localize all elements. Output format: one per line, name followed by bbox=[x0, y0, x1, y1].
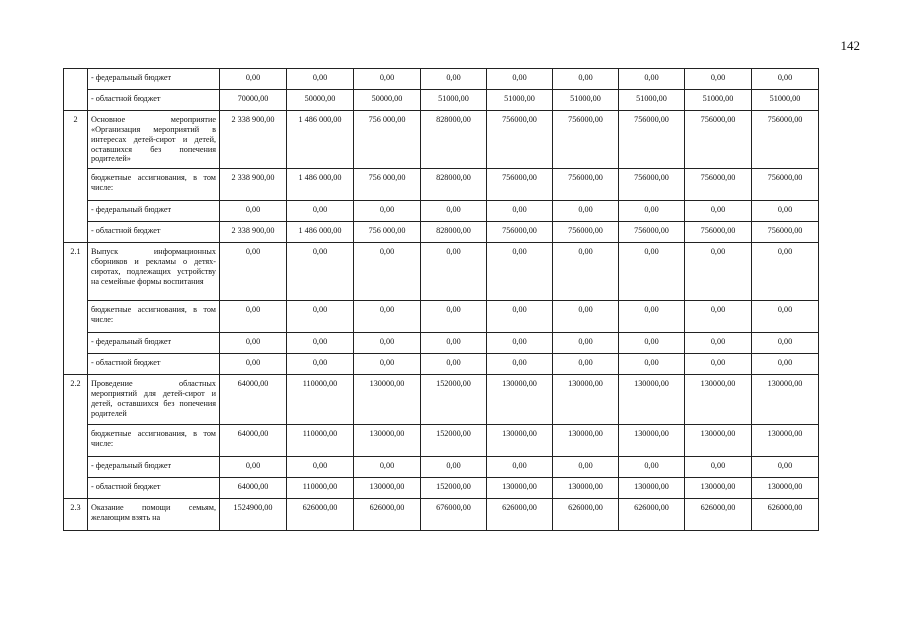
value-cell: 130000,00 bbox=[752, 425, 819, 457]
value-cell: 50000,00 bbox=[354, 90, 421, 111]
value-cell: 756000,00 bbox=[487, 222, 553, 243]
value-cell: 0,00 bbox=[752, 354, 819, 375]
value-cell: 152000,00 bbox=[421, 425, 487, 457]
value-cell: 130000,00 bbox=[487, 425, 553, 457]
row-code bbox=[64, 69, 88, 111]
value-cell: 64000,00 bbox=[220, 375, 287, 425]
table-row bbox=[64, 69, 819, 90]
value-cell: 0,00 bbox=[752, 243, 819, 301]
value-cell: 0,00 bbox=[752, 333, 819, 354]
value-cell: 626000,00 bbox=[619, 499, 685, 531]
value-cell: 130000,00 bbox=[354, 425, 421, 457]
value-cell: 0,00 bbox=[287, 354, 354, 375]
value-cell: 756000,00 bbox=[619, 169, 685, 201]
value-cell: 0,00 bbox=[553, 457, 619, 478]
value-cell: 0,00 bbox=[685, 457, 752, 478]
table-row bbox=[64, 169, 819, 201]
value-cell: 0,00 bbox=[553, 243, 619, 301]
value-cell: 152000,00 bbox=[421, 478, 487, 499]
value-cell: 756000,00 bbox=[619, 111, 685, 169]
value-cell: 0,00 bbox=[553, 301, 619, 333]
row-code: 2.1 bbox=[64, 243, 88, 375]
value-cell: 626000,00 bbox=[354, 499, 421, 531]
row-label: Оказание помощи семьям, желающим взять на bbox=[88, 499, 220, 531]
value-cell: 0,00 bbox=[421, 69, 487, 90]
value-cell: 130000,00 bbox=[487, 375, 553, 425]
value-cell: 0,00 bbox=[354, 301, 421, 333]
value-cell: 1524900,00 bbox=[220, 499, 287, 531]
value-cell: 1 486 000,00 bbox=[287, 111, 354, 169]
value-cell: 0,00 bbox=[752, 201, 819, 222]
row-label: - федеральный бюджет bbox=[88, 69, 220, 90]
value-cell: 0,00 bbox=[421, 457, 487, 478]
value-cell: 0,00 bbox=[354, 201, 421, 222]
row-label: - областной бюджет bbox=[88, 478, 220, 499]
value-cell: 756000,00 bbox=[752, 111, 819, 169]
value-cell: 0,00 bbox=[354, 457, 421, 478]
value-cell: 0,00 bbox=[752, 301, 819, 333]
value-cell: 0,00 bbox=[220, 69, 287, 90]
table-row bbox=[64, 111, 819, 169]
value-cell: 0,00 bbox=[287, 301, 354, 333]
value-cell: 0,00 bbox=[685, 333, 752, 354]
value-cell: 0,00 bbox=[287, 243, 354, 301]
row-label: - федеральный бюджет bbox=[88, 457, 220, 478]
value-cell: 0,00 bbox=[287, 457, 354, 478]
value-cell: 756000,00 bbox=[685, 222, 752, 243]
value-cell: 0,00 bbox=[685, 301, 752, 333]
row-label: - областной бюджет bbox=[88, 90, 220, 111]
value-cell: 51000,00 bbox=[487, 90, 553, 111]
table-row bbox=[64, 354, 819, 375]
table-row bbox=[64, 201, 819, 222]
value-cell: 0,00 bbox=[619, 333, 685, 354]
value-cell: 0,00 bbox=[685, 354, 752, 375]
value-cell: 828000,00 bbox=[421, 222, 487, 243]
value-cell: 0,00 bbox=[220, 354, 287, 375]
value-cell: 2 338 900,00 bbox=[220, 222, 287, 243]
value-cell: 130000,00 bbox=[487, 478, 553, 499]
value-cell: 0,00 bbox=[421, 333, 487, 354]
row-code: 2 bbox=[64, 111, 88, 243]
table-row bbox=[64, 478, 819, 499]
table-row bbox=[64, 375, 819, 425]
value-cell: 110000,00 bbox=[287, 425, 354, 457]
value-cell: 0,00 bbox=[619, 69, 685, 90]
value-cell: 0,00 bbox=[421, 243, 487, 301]
value-cell: 0,00 bbox=[619, 301, 685, 333]
value-cell: 0,00 bbox=[752, 457, 819, 478]
value-cell: 2 338 900,00 bbox=[220, 169, 287, 201]
row-label: Выпуск информационных сборников и рекламы о детях-сиротах, подлежащих устройству на семейные формы воспитания bbox=[88, 243, 220, 301]
value-cell: 0,00 bbox=[487, 69, 553, 90]
value-cell: 756000,00 bbox=[752, 169, 819, 201]
value-cell: 0,00 bbox=[685, 69, 752, 90]
value-cell: 64000,00 bbox=[220, 478, 287, 499]
table-row bbox=[64, 222, 819, 243]
value-cell: 130000,00 bbox=[354, 375, 421, 425]
value-cell: 50000,00 bbox=[287, 90, 354, 111]
value-cell: 152000,00 bbox=[421, 375, 487, 425]
table-row bbox=[64, 301, 819, 333]
value-cell: 51000,00 bbox=[619, 90, 685, 111]
table-row bbox=[64, 457, 819, 478]
value-cell: 626000,00 bbox=[487, 499, 553, 531]
value-cell: 0,00 bbox=[685, 201, 752, 222]
row-label: - областной бюджет bbox=[88, 222, 220, 243]
value-cell: 130000,00 bbox=[685, 478, 752, 499]
value-cell: 0,00 bbox=[354, 354, 421, 375]
value-cell: 1 486 000,00 bbox=[287, 222, 354, 243]
value-cell: 0,00 bbox=[619, 243, 685, 301]
value-cell: 0,00 bbox=[287, 201, 354, 222]
table-row bbox=[64, 499, 819, 531]
value-cell: 0,00 bbox=[287, 69, 354, 90]
value-cell: 756000,00 bbox=[685, 169, 752, 201]
value-cell: 0,00 bbox=[619, 457, 685, 478]
value-cell: 756000,00 bbox=[685, 111, 752, 169]
value-cell: 0,00 bbox=[220, 333, 287, 354]
row-label: бюджетные ассигнования, в том числе: bbox=[88, 169, 220, 201]
value-cell: 130000,00 bbox=[752, 375, 819, 425]
value-cell: 1 486 000,00 bbox=[287, 169, 354, 201]
row-label: Проведение областных мероприятий для детей-сирот и детей, оставшихся без попечения родителей bbox=[88, 375, 220, 425]
value-cell: 0,00 bbox=[220, 301, 287, 333]
value-cell: 756000,00 bbox=[752, 222, 819, 243]
value-cell: 0,00 bbox=[553, 201, 619, 222]
table-row bbox=[64, 243, 819, 301]
value-cell: 626000,00 bbox=[553, 499, 619, 531]
value-cell: 756 000,00 bbox=[354, 222, 421, 243]
value-cell: 0,00 bbox=[685, 243, 752, 301]
row-label: - федеральный бюджет bbox=[88, 333, 220, 354]
value-cell: 828000,00 bbox=[421, 169, 487, 201]
value-cell: 0,00 bbox=[354, 69, 421, 90]
value-cell: 756 000,00 bbox=[354, 111, 421, 169]
row-label: бюджетные ассигнования, в том числе: bbox=[88, 301, 220, 333]
value-cell: 130000,00 bbox=[619, 478, 685, 499]
row-label: Основное мероприятие «Организация мероприятий в интересах детей-сирот и детей, оставшихся без попечения родителей» bbox=[88, 111, 220, 169]
row-label: бюджетные ассигнования, в том числе: bbox=[88, 425, 220, 457]
value-cell: 70000,00 bbox=[220, 90, 287, 111]
value-cell: 0,00 bbox=[421, 201, 487, 222]
value-cell: 626000,00 bbox=[685, 499, 752, 531]
row-label: - федеральный бюджет bbox=[88, 201, 220, 222]
value-cell: 626000,00 bbox=[287, 499, 354, 531]
value-cell: 0,00 bbox=[421, 354, 487, 375]
value-cell: 130000,00 bbox=[685, 375, 752, 425]
value-cell: 0,00 bbox=[421, 301, 487, 333]
value-cell: 130000,00 bbox=[354, 478, 421, 499]
value-cell: 0,00 bbox=[553, 354, 619, 375]
value-cell: 51000,00 bbox=[752, 90, 819, 111]
table-row bbox=[64, 333, 819, 354]
value-cell: 110000,00 bbox=[287, 478, 354, 499]
value-cell: 0,00 bbox=[619, 201, 685, 222]
value-cell: 0,00 bbox=[487, 301, 553, 333]
value-cell: 130000,00 bbox=[619, 425, 685, 457]
value-cell: 110000,00 bbox=[287, 375, 354, 425]
budget-table bbox=[63, 68, 819, 531]
value-cell: 0,00 bbox=[553, 333, 619, 354]
value-cell: 0,00 bbox=[220, 201, 287, 222]
value-cell: 0,00 bbox=[487, 354, 553, 375]
value-cell: 130000,00 bbox=[685, 425, 752, 457]
value-cell: 0,00 bbox=[354, 333, 421, 354]
value-cell: 0,00 bbox=[553, 69, 619, 90]
value-cell: 64000,00 bbox=[220, 425, 287, 457]
value-cell: 130000,00 bbox=[553, 375, 619, 425]
value-cell: 0,00 bbox=[487, 243, 553, 301]
value-cell: 130000,00 bbox=[752, 478, 819, 499]
value-cell: 0,00 bbox=[354, 243, 421, 301]
table-row bbox=[64, 90, 819, 111]
value-cell: 51000,00 bbox=[553, 90, 619, 111]
value-cell: 0,00 bbox=[619, 354, 685, 375]
row-code: 2.3 bbox=[64, 499, 88, 531]
value-cell: 756000,00 bbox=[553, 169, 619, 201]
value-cell: 130000,00 bbox=[553, 478, 619, 499]
value-cell: 130000,00 bbox=[619, 375, 685, 425]
value-cell: 51000,00 bbox=[685, 90, 752, 111]
value-cell: 756000,00 bbox=[553, 111, 619, 169]
row-code: 2.2 bbox=[64, 375, 88, 499]
value-cell: 0,00 bbox=[487, 457, 553, 478]
value-cell: 756000,00 bbox=[619, 222, 685, 243]
value-cell: 756000,00 bbox=[487, 169, 553, 201]
value-cell: 0,00 bbox=[220, 243, 287, 301]
row-label: - областной бюджет bbox=[88, 354, 220, 375]
value-cell: 51000,00 bbox=[421, 90, 487, 111]
page-number: 142 bbox=[840, 38, 860, 53]
value-cell: 2 338 900,00 bbox=[220, 111, 287, 169]
value-cell: 0,00 bbox=[487, 201, 553, 222]
value-cell: 0,00 bbox=[752, 69, 819, 90]
value-cell: 828000,00 bbox=[421, 111, 487, 169]
value-cell: 0,00 bbox=[287, 333, 354, 354]
value-cell: 0,00 bbox=[487, 333, 553, 354]
value-cell: 756 000,00 bbox=[354, 169, 421, 201]
value-cell: 756000,00 bbox=[487, 111, 553, 169]
value-cell: 130000,00 bbox=[553, 425, 619, 457]
table-row bbox=[64, 425, 819, 457]
value-cell: 676000,00 bbox=[421, 499, 487, 531]
value-cell: 0,00 bbox=[220, 457, 287, 478]
value-cell: 626000,00 bbox=[752, 499, 819, 531]
value-cell: 756000,00 bbox=[553, 222, 619, 243]
